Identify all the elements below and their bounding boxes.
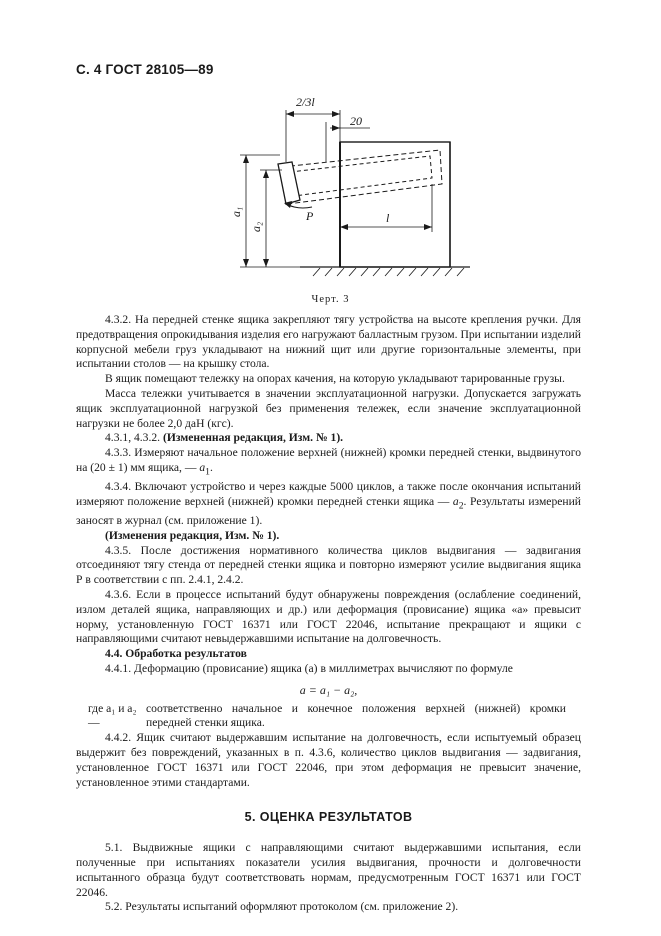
cabinet-body (340, 142, 450, 267)
paragraph-trolley-mass: Масса тележки учитывается в значении эксплуатационной нагрузки. Допускается загружать ящик эксплуатационной нагрузкой без применения тележек, если значение эксплуатационной нагрузки не более 2,0 даН (кгс). (76, 386, 581, 430)
paragraph-trolley: В ящик помещают тележку на опорах качения, на которую укладывают тарированные грузы. (105, 372, 565, 386)
page-header: С. 4 ГОСТ 28105—89 (76, 62, 214, 77)
paragraph-4-4-2: 4.4.2. Ящик считают выдержавшим испытание на долговечность, если испытуемый образец выдержит без повреждений, указанных в п. 4.3.6, количество циклов выдвигания — задвигания, установленное ГОСТ 16371 или ГОСТ 22046, при этом деформация не превысит значение, установленное этими стандартами. (76, 731, 581, 789)
drawer (278, 150, 442, 204)
figure-caption: Черт. 3 (311, 294, 350, 305)
formula-where (76, 702, 581, 732)
label-20: 20 (350, 114, 362, 128)
paragraph-4-4-1: 4.4.1. Деформацию (провисание) ящика (а) в миллиметрах вычисляют по формуле (105, 661, 513, 675)
paragraph-4-3-3: 4.3.3. Измеряют начальное положение верхней (нижней) кромки передней стенки, выдвинутого на (20 ± 1) мм ящика, — $a_1$. (76, 446, 581, 478)
label-l: l (386, 211, 390, 225)
paragraph-4-3-2: 4.3.2. На передней стенке ящика закрепляют тягу устройства на высоте крепления ручки. Для предотвращения опрокидывания изделия его нагружают балластным грузом. При испытании изделий корпусной мебели груз укладывают на нижний щит или другие горизонтальные элементы, при испытании столов — на крышку стола. (76, 313, 581, 371)
where-label: где a₁ и a₂ — (88, 701, 137, 730)
document-body (76, 313, 581, 915)
heading-4-4: 4.4. Обработка результатов (105, 647, 247, 661)
label-p: P (306, 209, 314, 223)
paragraph-5-2: 5.2. Результаты испытаний оформляют протоколом (см. приложение 2). (105, 900, 459, 914)
paragraph-4-3-4: 4.3.4. Включают устройство и через каждые 5000 циклов, а также после окончания испытаний измеряют положение верхней (нижней) кромки передней стенки ящика — $a_2$. Результаты измерений заносят в журнал (см. приложение 1). (76, 480, 582, 527)
paragraph-4-3-6: 4.3.6. Если в процессе испытаний будут обнаружены повреждения (ослабление соединений, излом деталей ящика, направляющих и др.) или деформация (провисание) ящика «а» превысит норму, установленную ГОСТ 16371 или ГОСТ 22046, испытание прекращают и ящики с направляющими считают невыдержавшими испытание на долговечность. (76, 587, 581, 646)
section-5-title: 5. ОЦЕНКА РЕЗУЛЬТАТОВ (244, 810, 413, 825)
floor-hatch (313, 268, 464, 276)
formula: a = a₁ − a₂, (299, 682, 358, 697)
drawer-test-diagram (220, 92, 490, 292)
label-a2: a₂ (249, 221, 263, 232)
label-a1: a₁ (229, 206, 243, 217)
paragraph-5-1: 5.1. Выдвижные ящики с направляющими считают выдержавшими испытания, если полученные при испытаниях показатели усилия выдвигания, прочности и долговечности испытанного образца будут соответствовать нормам, предусмотренным ГОСТ 16371 или ГОСТ 22046. (76, 841, 581, 899)
paragraph-revision-1: 4.3.1, 4.3.2. (Измененная редакция, Изм. № 1). (105, 431, 344, 445)
paragraph-revision-2: (Изменения редакция, Изм. № 1). (105, 528, 280, 542)
label-two-thirds-l: 2/3l (296, 95, 315, 109)
paragraph-4-3-5: 4.3.5. После достижения нормативного количества циклов выдвигания — задвигания отсоединяют тягу стенда от передней стенки ящика и повторно измеряют усилие выдвигания ящика Р в соответствии с пп. 2.4.1, 2.4.2. (76, 543, 581, 587)
where-definition: соответственно начальное и конечное положения верхней (нижней) кромки передней стенки ящика. (146, 701, 566, 730)
